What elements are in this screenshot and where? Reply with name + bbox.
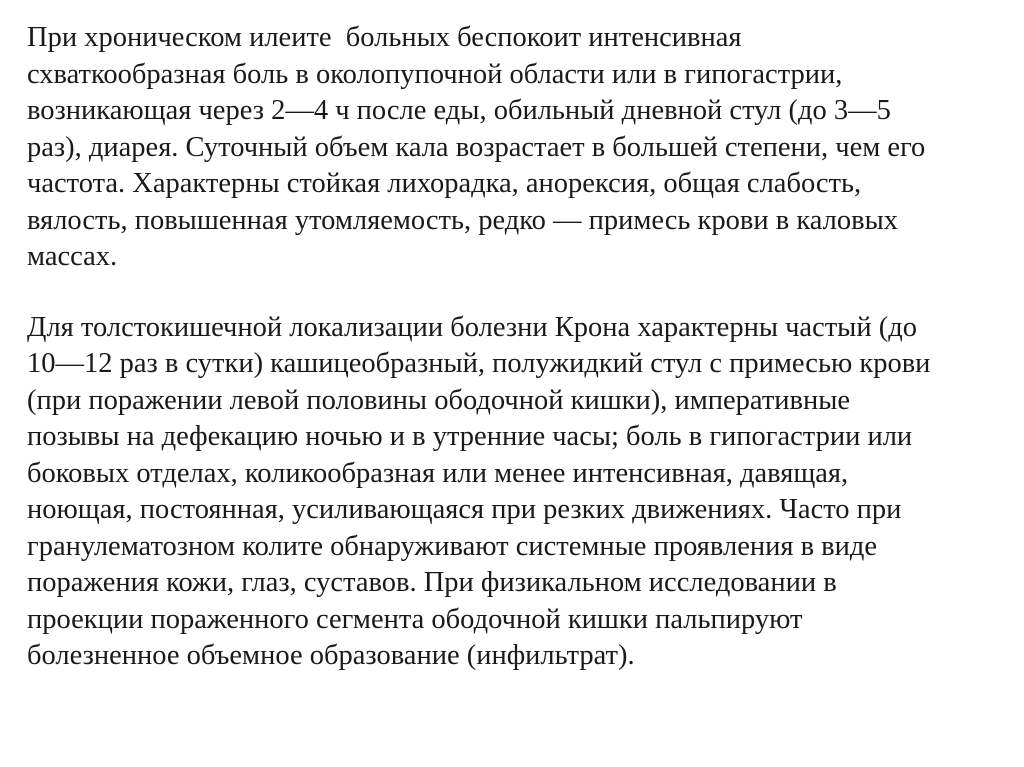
text-line: боковых отделах, коликообразная или менее интенсивная, давящая, [27, 457, 849, 489]
slide-content [27, 20, 1017, 675]
text-line: вялость, повышенная утомляемость, редко — примесь крови в каловых [27, 204, 898, 236]
text-line: раз), диарея. Суточный объем кала возрастает в большей степени, чем его [27, 131, 926, 163]
text-line: поражения кожи, глаз, суставов. При физикальном исследовании в [27, 567, 837, 598]
text-line: 10—12 раз в сутки) кашицеобразный, полужидкий стул с примесью крови [27, 348, 931, 379]
text-line: Для толстокишечной локализации болезни Крона характерны частый (до [27, 311, 917, 343]
paragraph-gap [27, 276, 1017, 310]
text-line: (при поражении левой половины ободочной кишки), императивные [27, 384, 851, 416]
text-line: массах. [27, 241, 118, 272]
text-line: болезненное объемное образование (инфильтрат). [27, 640, 635, 671]
text-line: схваткообразная боль в околопупочной области или в гипогастрии, [27, 58, 843, 90]
text-line: возникающая через 2—4 ч после еды, обильный дневной стул (до 3—5 [27, 95, 891, 126]
text-line: гранулематозном колите обнаруживают системные проявления в виде [27, 530, 878, 562]
text-line: позывы на дефекацию ночью и в утренние часы; боль в гипогастрии или [27, 421, 913, 452]
paragraph-chronic-ileitis [27, 20, 1017, 276]
paragraph-colonic-crohn [27, 310, 1017, 675]
text-line: частота. Характерны стойкая лихорадка, анорексия, общая слабость, [27, 168, 862, 199]
text-line: ноющая, постоянная, усиливающаяся при резких движениях. Часто при [27, 494, 902, 525]
text-line: При хроническом илеите больных беспокоит интенсивная [27, 22, 742, 53]
text-line: проекции пораженного сегмента ободочной кишки пальпируют [27, 603, 803, 635]
